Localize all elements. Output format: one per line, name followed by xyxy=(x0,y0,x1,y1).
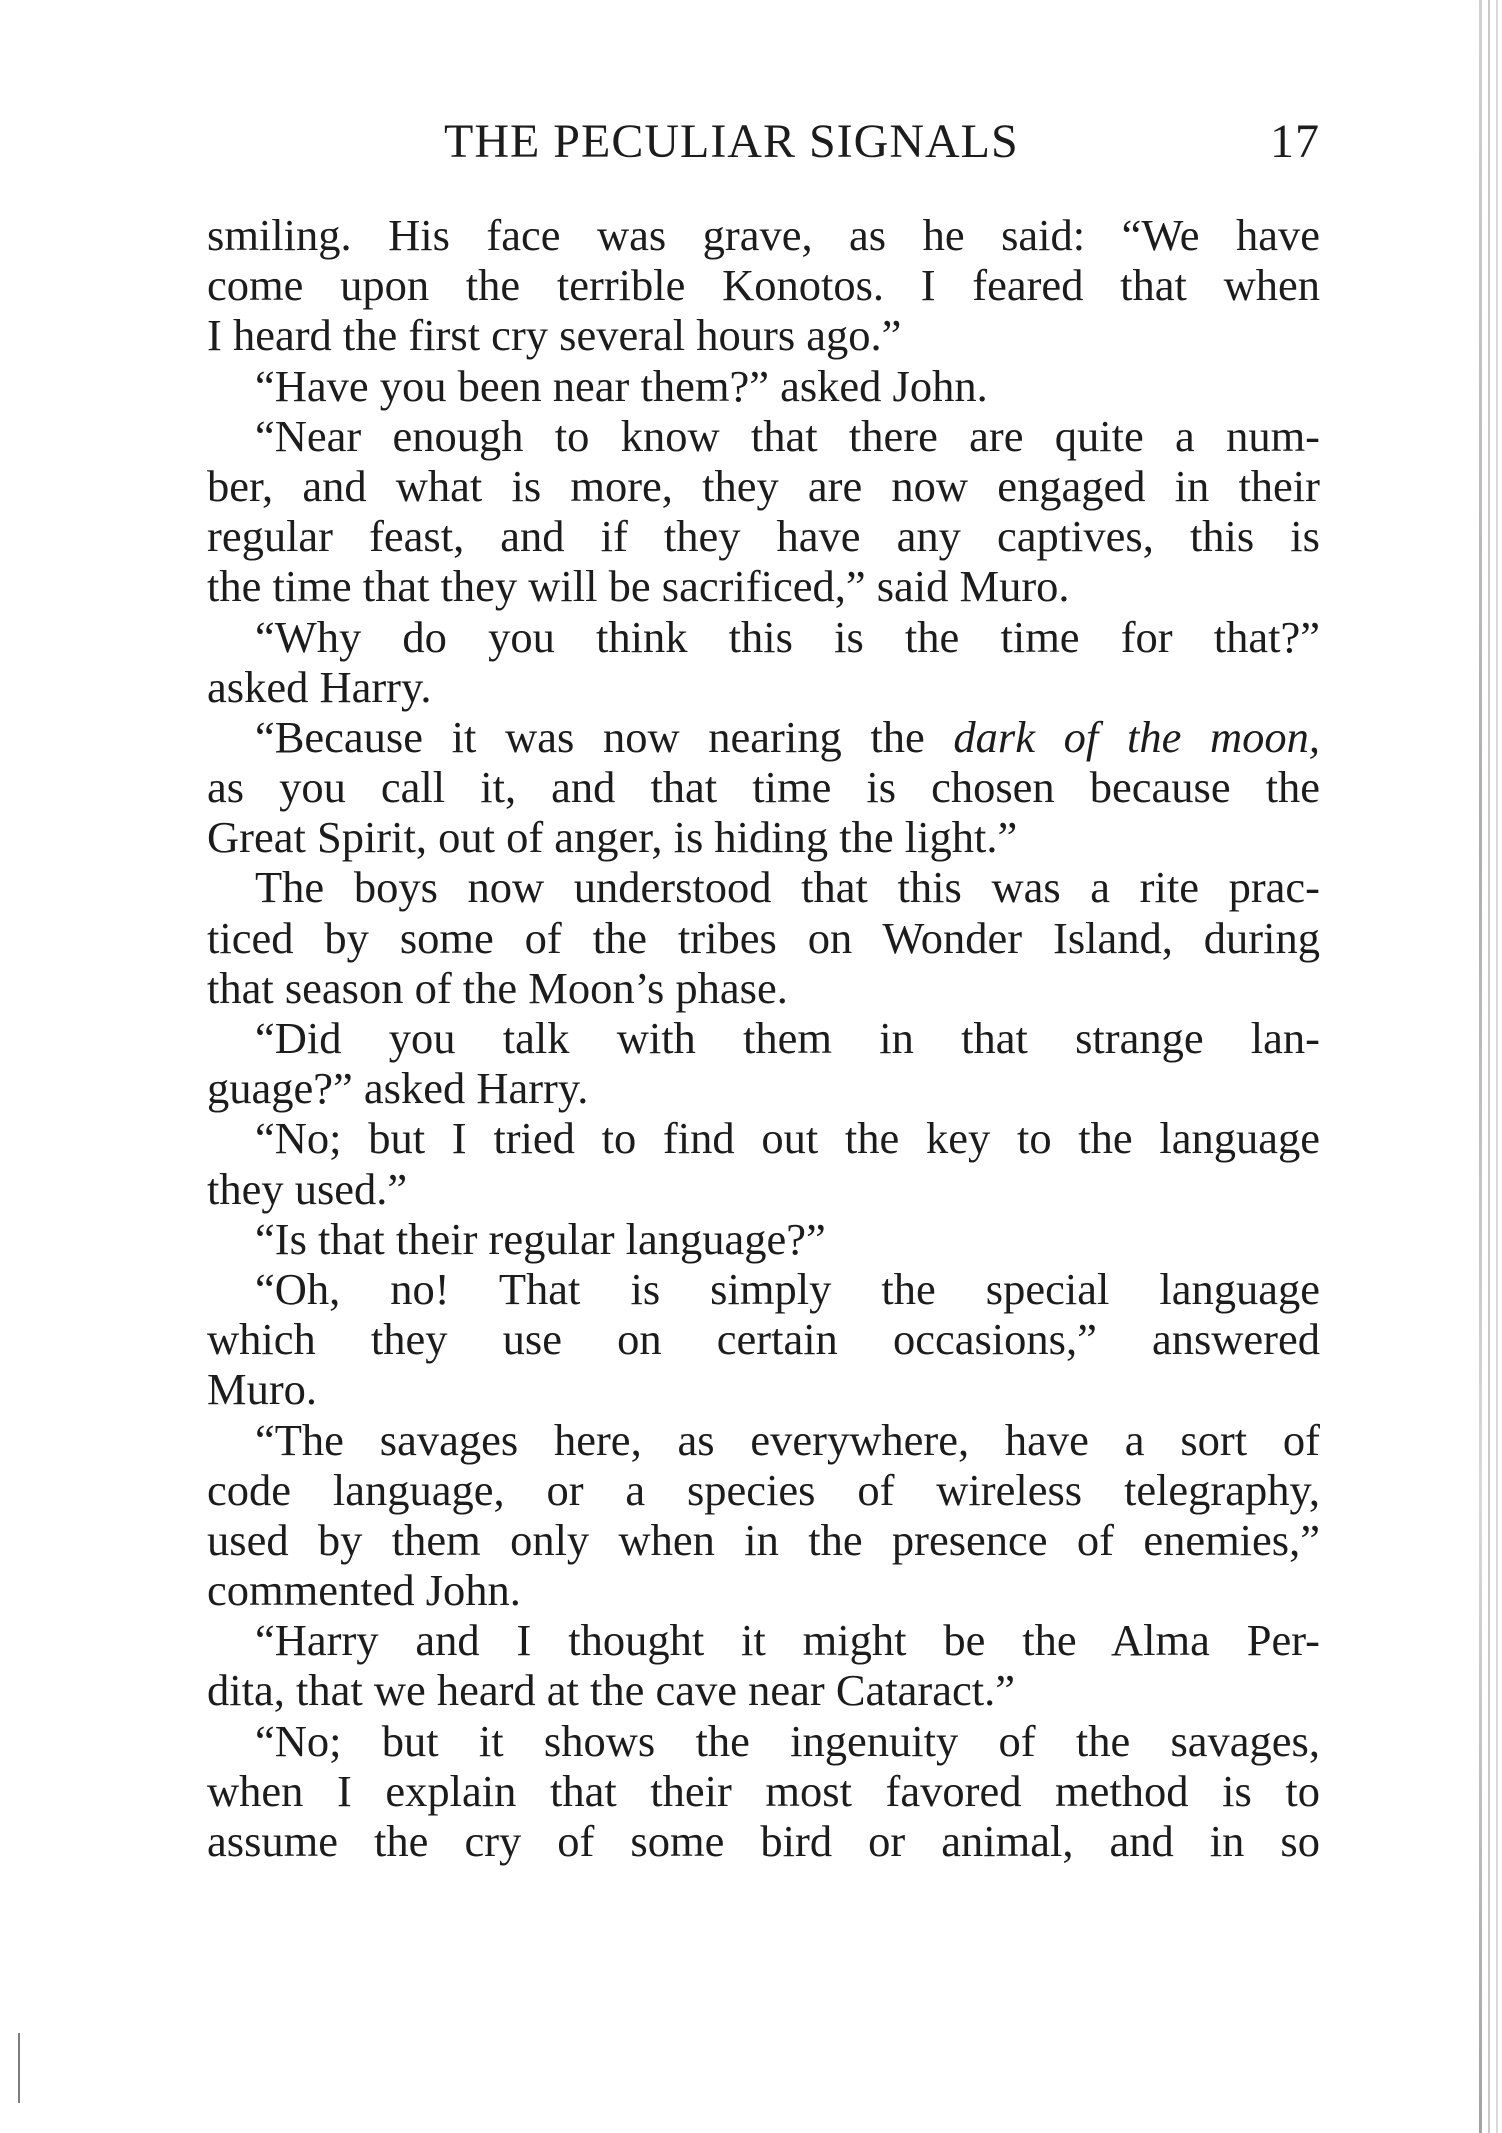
text-line: which they use on certain occasions,” answered xyxy=(207,1314,1320,1365)
text-line: “Is that their regular language?” xyxy=(255,1213,826,1264)
italic-phrase: dark of the moon, xyxy=(953,711,1321,762)
text-line: “Harry and I thought it might be the Alma Per- xyxy=(255,1615,1320,1666)
text-line: guage?” asked Harry. xyxy=(207,1063,589,1114)
text-line: assume the cry of some bird or animal, and in so xyxy=(207,1816,1320,1866)
page-binding-edge xyxy=(1479,0,1482,2133)
text-line: Muro. xyxy=(207,1364,318,1415)
text-line: that season of the Moon’s phase. xyxy=(207,962,788,1013)
text-line: ber, and what is more, they are now engaged in their xyxy=(207,460,1320,511)
text-line: ticed by some of the tribes on Wonder Island, during xyxy=(207,912,1320,963)
page-binding-edge-inner xyxy=(1488,0,1490,2133)
text-line: Great Spirit, out of anger, is hiding the light.” xyxy=(207,812,1018,863)
text-line: as you call it, and that time is chosen because the xyxy=(207,762,1320,813)
body-text xyxy=(207,210,1320,1866)
text-line: “Why do you think this is the time for that?” xyxy=(255,611,1320,662)
page-binding-edge-outer xyxy=(1496,0,1498,2133)
text-line: “Oh, no! That is simply the special language xyxy=(255,1263,1320,1314)
text-line: dita, that we heard at the cave near Cataract.” xyxy=(207,1665,1015,1716)
text-line-segment: “Because it was now nearing the xyxy=(255,711,954,762)
running-head xyxy=(444,112,1320,172)
text-line: come upon the terrible Konotos. I feared that when xyxy=(207,260,1320,311)
text-line: “Did you talk with them in that strange lan- xyxy=(255,1013,1320,1063)
text-line: the time that they will be sacrificed,” said Muro. xyxy=(207,561,1070,612)
text-line: “The savages here, as everywhere, have a sort of xyxy=(255,1414,1320,1465)
text-line: regular feast, and if they have any captives, this is xyxy=(207,511,1320,562)
text-line: code language, or a species of wireless telegraphy, xyxy=(207,1464,1320,1515)
text-line: commented John. xyxy=(207,1565,521,1616)
text-line: “Near enough to know that there are quite a num- xyxy=(255,410,1320,461)
text-line: “No; but it shows the ingenuity of the savages, xyxy=(255,1715,1320,1766)
text-line: they used.” xyxy=(207,1163,408,1214)
text-line: when I explain that their most favored method is to xyxy=(207,1765,1320,1816)
text-line xyxy=(207,712,1320,762)
page-number: 17 xyxy=(1270,115,1320,168)
margin-mark xyxy=(18,2033,20,2103)
text-line: “Have you been near them?” asked John. xyxy=(255,360,988,411)
text-line: “No; but I tried to find out the key to the language xyxy=(255,1113,1320,1164)
text-line: asked Harry. xyxy=(207,661,432,712)
text-line: The boys now understood that this was a rite prac- xyxy=(255,862,1320,913)
text-line: I heard the first cry several hours ago.” xyxy=(207,310,902,361)
text-line: smiling. His face was grave, as he said: “We have xyxy=(207,210,1320,260)
text-line: used by them only when in the presence of enemies,” xyxy=(207,1514,1320,1565)
running-head-title: THE PECULIAR SIGNALS xyxy=(444,115,1019,168)
